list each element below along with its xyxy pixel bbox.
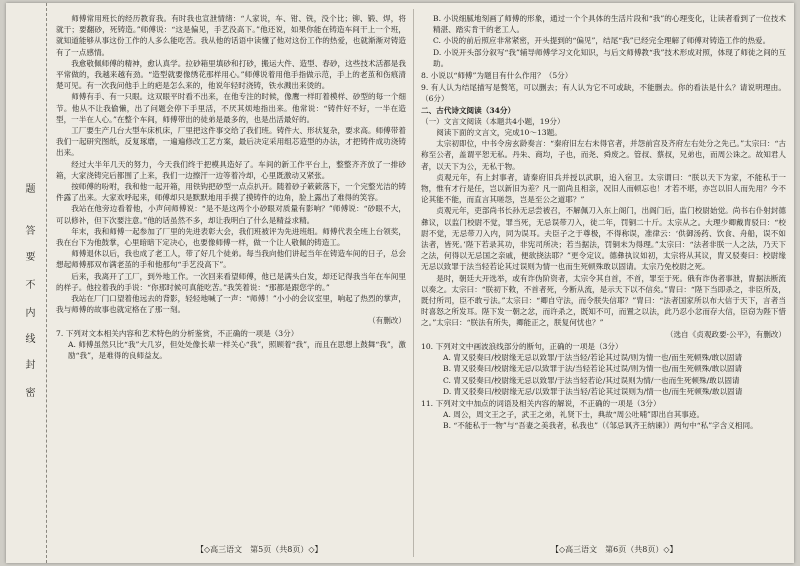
subsection-heading: （一）文言文阅读（本题共4小题，19分）: [421, 116, 565, 126]
question-10-option-c: C. 胄又驳奏曰/校尉缘无忌以致罪/于法当轻若论/其过误则为情/一也而生死顿殊/敢以固请: [443, 375, 740, 385]
question-7-option-b: B. 小说细腻地刻画了师傅的形象，通过一个个具体的生活片段和“我”的心理变化，让读者看到了一位技术精湛、踏实肯干的老工人。: [433, 14, 786, 35]
classical-paragraph: 贞观元年，吏部尚书长孙无忌尝被召，不解佩刀入东上阁门，出阁门后，监门校尉始觉。尚书右仆射封德彝议，以监门校尉不觉，罪当死，无忌误带刀入，徒二年，罚铜二十斤。太宗从之。大理少卿戴胄驳曰：“校尉不觉，无忌带刀入内，同为误耳。夫臣子之于尊极，不得称误，准律云：‘供御汤药、饮食、舟船，误不如法者，皆死。’陛下若录其功，非宪司所决；若当据法，罚铜未为得理。”太宗曰：“法者非朕一人之法，乃天下之法，何得以无忌国之亲戚，便欲挠法耶？”更令定议。德彝执议如初，太宗将从其议，胄又驳奏曰：校尉缘无忌以致罪于法当轻若论其过误则为情一也而生死顿殊敢以固请。太宗乃免校尉之死。: [421, 206, 786, 272]
question-7-option-c: C. 小说的前后照应非常紧密，开头提到的“偏见”，结尾“我”已经完全理解了师傅对铸造工作的热爱。: [433, 36, 771, 46]
question-10-option-a: A. 胄又驳奏曰/校尉缘无忌以致罪/于法当轻/若论其过误/则为情一也/而生死顿殊/敢以固请: [443, 353, 743, 363]
seal-char-1: 题: [23, 183, 34, 196]
page-footer-left: 【◇高三语文 第5页（共8页）◇】: [196, 545, 323, 554]
story-paragraph: 我站在他旁边看着他，小声问师傅说：“是不是这两个小砂眼对质量有影响？”师傅说：“砂眼不大，可以修补，但下次要注意。”他的话虽然不多，却让我明白了什么是精益求精。: [56, 204, 406, 225]
question-11-option-b: B. “不能私于一物”与“吾妻之美我者，私我也”（《邹忌讽齐王纳谏》）两句中“私”字含义相同。: [443, 421, 758, 431]
column-divider: [413, 9, 414, 557]
seal-char-2: 答: [23, 225, 34, 238]
story-paragraph: 后来，我离开了工厂，到外地工作。一次回来看望师傅，他已是满头白发，却还记得我当年在车间里的样子。他拉着我的手说：“你那时候可真能吃苦。”我笑着说：“那都是跟您学的。”: [56, 271, 406, 292]
question-7: 7. 下列对文本相关内容和艺术特色的分析鉴赏，不正确的一项是（3分）: [56, 328, 299, 338]
story-paragraph: 师傅退休以后，我也成了老工人，带了好几个徒弟。每当我向他们讲起当年在铸造车间的日子，总会想起师傅那双布满老茧的手和他那句“手艺没高下”。: [56, 249, 406, 270]
story-paragraph: 师傅常用班长的经历教育我。有时我也宣泄情绪：“人家说，车、钳、铣，没个比；铆、锻、焊，将就干；要翻砂，死铸造。”师傅说：“这是偏见，手艺没高下。”他还说，如果你能在铸造车间干上一个班，就知道能够从事这份工作的人多么能吃苦。我从他的话语中读懂了他对这份工作的热爱，也就渐渐对铸造有了一点感情。: [56, 14, 406, 57]
seal-char-4: 不: [23, 279, 34, 292]
question-10-option-d: D. 胄又驳奏曰/校尉缘无忌/以致罪于法当轻/若论其过误则为/情一也/而生死顿殊/敢以固请: [443, 386, 743, 396]
question-10: 10. 下列对文中画波浪线部分的断句，正确的一项是（3分）: [421, 341, 623, 351]
story-paragraph: 我愈敬佩师傅的精神，愈认真学。拉砂箱里填砂和打砂，搬运大件、造型、春砂，这些技术活都是我平常做的，我越来越有劲。“造型就要像绣花那样用心。”师傅说着用他手指做示范，手上的老茧和伤痕清楚可见。有一次我问他手上的疤是怎么来的，他说年轻时浇铸，铁水溅出来烫的。: [56, 58, 406, 91]
section-heading: 二、古代诗文阅读（34分）: [421, 105, 516, 115]
seal-char-3: 要: [23, 251, 34, 264]
classical-paragraph: 太宗初即位，中书令房玄龄奏言：“秦府旧左右未得官者，并怨前宫及齐府左右处分之先己。”太宗曰：“古称至公者，盖谓平恕无私。丹朱、商均，子也，而尧、舜废之。管叔、蔡叔，兄弟也，而周公诛之。故知君人者，以天下为公，无私于物。: [421, 139, 786, 171]
story-paragraph: 师傅有手、有一只眼。这双眼平时看不出来，在他专注的时候，像鹰一样盯着模样、砂型的每一个细节。他从不让我偷懒，出了问题会停下手里活，不厌其烦地指出来。他常说：“铸件好不好，一半在造型，一半在人心。”在整个车间，师傅带出的徒弟是最多的，也是出活最好的。: [56, 92, 406, 124]
left-column: [56, 13, 406, 543]
story-paragraph: 经过大半年几天的努力，今天我们终于把模具造好了。车间的新工作平台上，整整齐齐放了一排砂箱，大家浇铸完后都围了上来，我们一边擦汗一边等着冷却，心里既激动又紧张。: [56, 159, 406, 180]
question-7-option-a: A. 师傅虽然只比“我”大几岁，但处处像长辈一样关心“我”，照顾着“我”，而且在思想上鼓舞“我”，激励“我”，是难得的良师益友。: [68, 339, 406, 361]
question-10-option-b: B. 胄又驳奏曰/校尉缘无忌/以致罪于法/当轻若论其过误/则为情一也/而生死顿殊/敢以固请: [443, 364, 743, 374]
seal-char-6: 线: [23, 333, 34, 346]
binding-margin: [6, 3, 47, 563]
story-source: （有删改）: [368, 316, 406, 326]
classical-source: （选自《贞观政要·公平》，有删改）: [665, 329, 786, 339]
question-11-option-a: A. 周公，周文王之子，武王之弟，礼贤下士，典故“周公吐哺”即出自其事迹。: [443, 410, 705, 420]
question-9: 9. 有人认为结尾描写是赘笔，可以删去；有人认为它不可或缺，不能删去。你的看法是什么？请说明理由。（6分）: [421, 83, 786, 104]
exam-sheet: [6, 3, 794, 563]
subsection-instruction: 阅读下面的文言文，完成10～13题。: [436, 128, 562, 138]
seal-char-7: 封: [23, 359, 34, 372]
seal-char-8: 密: [23, 387, 34, 400]
question-11: 11. 下列对文中加点的词语及相关内容的解说，不正确的一项是（3分）: [421, 398, 661, 408]
question-7-option-d: D. 小说开头部分叙写“我”辅导师傅学习文化知识，与后文师傅教“我”技术形成对照，体现了师徒之间的互助。: [433, 47, 786, 68]
classical-paragraph: 贞观元年，有上封事者，请秦府旧兵并授以武职，追入宿卫。太宗谓曰：“朕以天下为家，不能私于一物，惟有才行是任，岂以新旧为差？凡一面尚且相亲，况旧人而顿忘也！才若不堪，亦岂以旧人而先用？今不论其能不能，而直言其嗟怨，岂是至公之道耶？”: [421, 172, 786, 205]
page-footer-right: 【◇高三语文 第6页（共8页）◇】: [551, 545, 678, 554]
question-8: 8. 小说以“师傅”为题目有什么作用？（5分）: [421, 71, 573, 81]
right-column: [421, 13, 786, 543]
seal-char-5: 内: [23, 307, 34, 320]
story-paragraph: 工厂要生产几台大型车床机床，厂里把这件事交给了我们班。铸件大、形状复杂，要求高。师傅带着我们一起研究图纸，反复琢磨，一遍遍修改工艺方案，最后决定采用组芯造型的办法，才把铸件成功浇铸出来。: [56, 126, 406, 158]
story-paragraph: 年末，我和师傅一起参加了厂里的先进表彰大会，我们班被评为先进班组。师傅代表全班上台领奖，我在台下为他鼓掌，心里暗暗下定决心，也要像师傅一样，做一个让人敬佩的铸造工。: [56, 226, 406, 248]
classical-paragraph: 是时，朝廷大开选举，或有诈伪阶资者，太宗令其自首，不首，罪至于死。俄有诈伪者事泄，胄据法断流以奏之。太宗曰：“朕初下敕，不首者死，今断从流，是示天下以不信矣。”胄曰：“陛下当即杀之，非臣所及，既付所司，臣不敢亏法。”太宗曰：“卿自守法，而令朕失信耶？”胄曰：“法者国家所以布大信于天下，言者当时喜怒之所发耳。陛下发一朝之忿，而许杀之，既知不可，而置之以法，此乃忍小忿而存大信，臣窃为陛下惜之。”太宗曰：“朕法有所失，卿能正之，朕复何忧也？”: [421, 273, 786, 328]
story-paragraph: 我站在厂门口望着他远去的背影，轻轻地喊了一声：“师傅！”小小的会议室里，响起了热烈的掌声，我与师傅的故事也就定格在了那一刻。: [56, 294, 406, 315]
story-paragraph: 按师傅的吩咐，我和他一起开箱，用铁钩把砂型一点点扒开。随着砂子簌簌落下，一个完整光洁的铸件露了出来。大家欢呼起来，师傅却只是默默地用手摸了摸铸件的边角，脸上露出了难得的笑容。: [56, 182, 406, 203]
